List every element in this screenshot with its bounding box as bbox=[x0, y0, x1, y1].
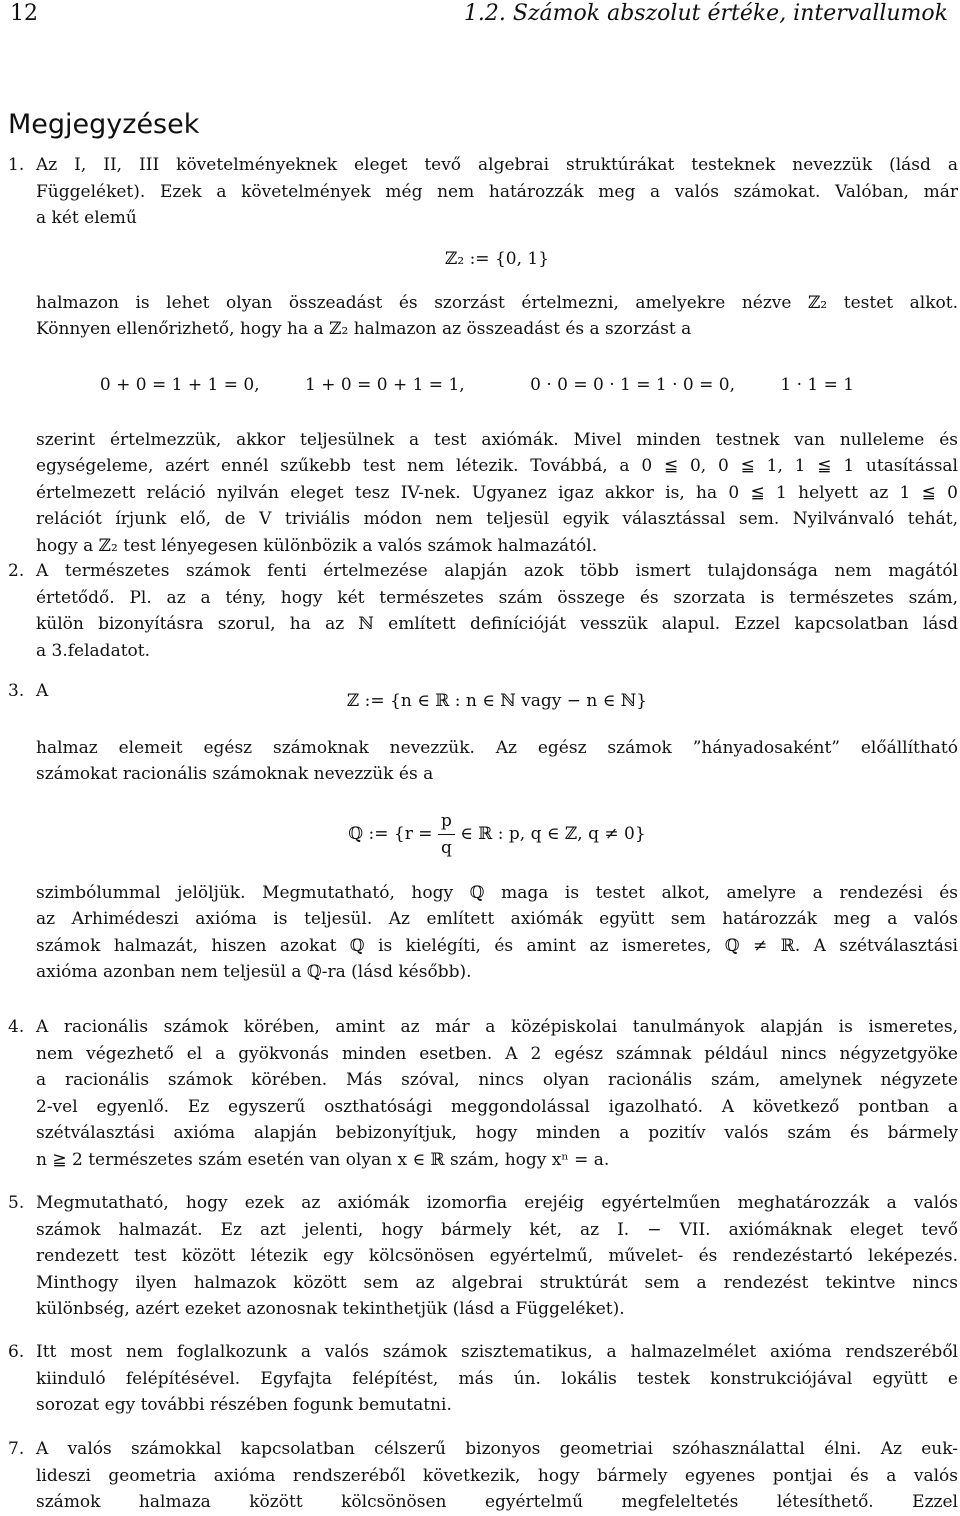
eq-left: ℚ := {r = bbox=[348, 823, 433, 844]
page-number: 12 bbox=[10, 1, 38, 26]
remark-text bbox=[36, 1190, 958, 1323]
text-line: A racionális számok körében, amint az már a középiskolai tanulmányok alapján is ismeretes, bbox=[36, 1017, 958, 1037]
text-line: lideszi geometria axióma rendszeréből következik, hogy bármely egyenes pontjai és a valós bbox=[36, 1465, 958, 1486]
text-line: 2-vel egyenlő. Ez egyszerű oszthatósági meggondolással igazolható. A következő pontban a bbox=[36, 1096, 958, 1117]
text-line: számok halmazát. Ez azt jelenti, hogy bármely két, az I. − VII. axiómáknak eleget tevő bbox=[36, 1219, 958, 1240]
fraction bbox=[438, 808, 455, 861]
remark-number: 3. bbox=[8, 681, 25, 701]
running-title: 1.2. Számok abszolut értéke, intervallumok bbox=[463, 1, 948, 26]
text-line: külön bizonyításra szorul, ha az ℕ említett definícióját vesszük alapul. Ezzel kapcsolatban lásd bbox=[36, 614, 958, 634]
fraction-denominator: q bbox=[440, 837, 452, 858]
text-line: A természetes számok fenti értelmezése alapján azok több ismert tulajdonsága nem magától bbox=[36, 561, 958, 581]
text-line: sorozat egy további részében fogunk bemutatni. bbox=[36, 1395, 452, 1415]
page-header bbox=[0, 0, 960, 28]
text-line: n ≧ 2 természetes szám esetén van olyan x ∈ ℝ szám, hogy xⁿ = a. bbox=[36, 1149, 610, 1170]
remark-number: 1. bbox=[8, 155, 25, 175]
remark-text bbox=[36, 558, 958, 664]
text-line: szimbólummal jelöljük. Megmutatható, hogy ℚ maga is testet alkot, amelyre a rendezési és bbox=[36, 882, 958, 903]
eq-term: 0 + 0 = 1 + 1 = 0, bbox=[99, 374, 260, 395]
text-line: A valós számokkal kapcsolatban célszerű bizonyos geometriai szóhasználattal élni. Az euk- bbox=[36, 1439, 958, 1459]
text-line: Minthogy ilyen halmazok között sem az algebrai struktúrát sem a rendezést tekintve nincs bbox=[36, 1272, 958, 1293]
text-line: nem végezhető el a gyökvonás minden esetben. A 2 egész számnak például nincs négyzetgyöke bbox=[36, 1043, 958, 1064]
text-line: értelmezett reláció nyilván eleget tesz IV-nek. Ugyanez igaz akkor is, ha 0 ≦ 1 helyett az 1 ≦ 0 bbox=[36, 482, 958, 503]
text-line: a két elemű bbox=[36, 208, 137, 228]
text-line: Az I, II, III követelményeknek eleget tevő algebrai struktúrákat testeknek nevezzük (lásd a bbox=[36, 155, 958, 175]
equation-z2: ℤ₂ := {0, 1} bbox=[444, 248, 550, 269]
text-line: Megmutatható, hogy ezek az axiómák izomorfia erejéig egyértelműen meghatározzák a valós bbox=[36, 1193, 958, 1213]
text-line: halmazon is lehet olyan összeadást és szorzást értelmezni, amelyekre nézve ℤ₂ testet alkot. bbox=[36, 292, 958, 313]
remark-number: 5. bbox=[8, 1193, 25, 1213]
text-line: a racionális számok körében. Más szóval, nincs olyan racionális szám, amelynek négyzete bbox=[36, 1070, 958, 1090]
text-line: Könnyen ellenőrizhető, hogy ha a ℤ₂ halmazon az összeadást és a szorzást a bbox=[36, 319, 692, 339]
text-line: Függeléket). Ezek a követelmények még nem határozzák meg a valós számokat. Valóban, már bbox=[36, 181, 958, 202]
remark-number: 4. bbox=[8, 1017, 25, 1037]
eq-right: ∈ ℝ : p, q ∈ ℤ, q ≠ 0} bbox=[460, 823, 646, 844]
equation-operations bbox=[36, 343, 958, 427]
remark-number: 6. bbox=[8, 1342, 25, 1362]
text-line: számok halmaza között kölcsönösen egyértelmű megfeleltetés létesíthető. Ezzel bbox=[36, 1492, 958, 1512]
remark-number: 7. bbox=[8, 1439, 25, 1459]
text-line: különbség, azért ezeket azonosnak tekinthetjük (lásd a Függeléket). bbox=[36, 1299, 625, 1319]
text-line: relációt írjunk elő, de V triviális módon nem teljesül egyik választással sem. Nyilvánvaló tehát, bbox=[36, 509, 958, 529]
text-line: Itt most nem foglalkozunk a valós számok szisztematikus, a halmazelmélet axióma rendszeréből bbox=[36, 1342, 958, 1362]
equation-rationals bbox=[36, 788, 958, 880]
text-line: egységeleme, azért ennél szűkebb test nem létezik. Továbbá, a 0 ≦ 0, 0 ≦ 1, 1 ≦ 1 utasítással bbox=[36, 456, 958, 476]
remark-text bbox=[36, 1339, 958, 1419]
equation-integers: ℤ := {n ∈ ℝ : n ∈ ℕ vagy − n ∈ ℕ} bbox=[346, 690, 648, 711]
text-line: szerint értelmezzük, akkor teljesülnek a test axiómák. Mivel minden testnek van nulleleme és bbox=[36, 429, 958, 450]
text-line: A bbox=[36, 681, 49, 701]
text-line: rendezett test között létezik egy kölcsönösen egyértelmű, művelet- és rendezéstartó leképezés. bbox=[36, 1246, 958, 1266]
text-line: az Arhimédeszi axióma is teljesül. Az említett axiómák együtt sem határozzák meg a valós bbox=[36, 909, 958, 929]
text-line: hogy a ℤ₂ test lényegesen különbözik a valós számok halmazától. bbox=[36, 535, 598, 556]
eq-term: 0 · 0 = 0 · 1 = 1 · 0 = 0, bbox=[530, 374, 735, 395]
text-line: a 3.feladatot. bbox=[36, 640, 151, 661]
eq-term: 1 + 0 = 0 + 1 = 1, bbox=[304, 374, 465, 395]
text-line: halmaz elemeit egész számoknak nevezzük. Az egész számok ”hányadosaként” előállítható bbox=[36, 737, 958, 758]
remark-text bbox=[36, 678, 958, 986]
remark-text bbox=[36, 1014, 958, 1173]
remark-text bbox=[36, 152, 958, 559]
fraction-numerator: p bbox=[438, 808, 455, 835]
remark-number: 2. bbox=[8, 561, 25, 581]
text-line: kiinduló felépítésével. Egyfajta felépítést, más ún. lokális testek konstrukciójával együtt e bbox=[36, 1368, 958, 1389]
text-line: számok halmazát, hiszen azokat ℚ is kielégíti, és amint az ismeretes, ℚ ≠ ℝ. A szétválasztási bbox=[36, 935, 958, 956]
text-line: szétválasztási axióma alapján bebizonyítjuk, hogy minden a pozitív valós szám és bármely bbox=[36, 1123, 958, 1143]
text-line: számokat racionális számoknak nevezzük és a bbox=[36, 764, 434, 784]
remark-text bbox=[36, 1436, 958, 1516]
text-line: értetődő. Pl. az a tény, hogy két természetes szám összege és szorzata is természetes szám, bbox=[36, 587, 958, 608]
section-title: Megjegyzések bbox=[8, 109, 200, 140]
text-line: axióma azonban nem teljesül a ℚ-ra (lásd később). bbox=[36, 962, 472, 982]
eq-term: 1 · 1 = 1 bbox=[780, 374, 855, 395]
